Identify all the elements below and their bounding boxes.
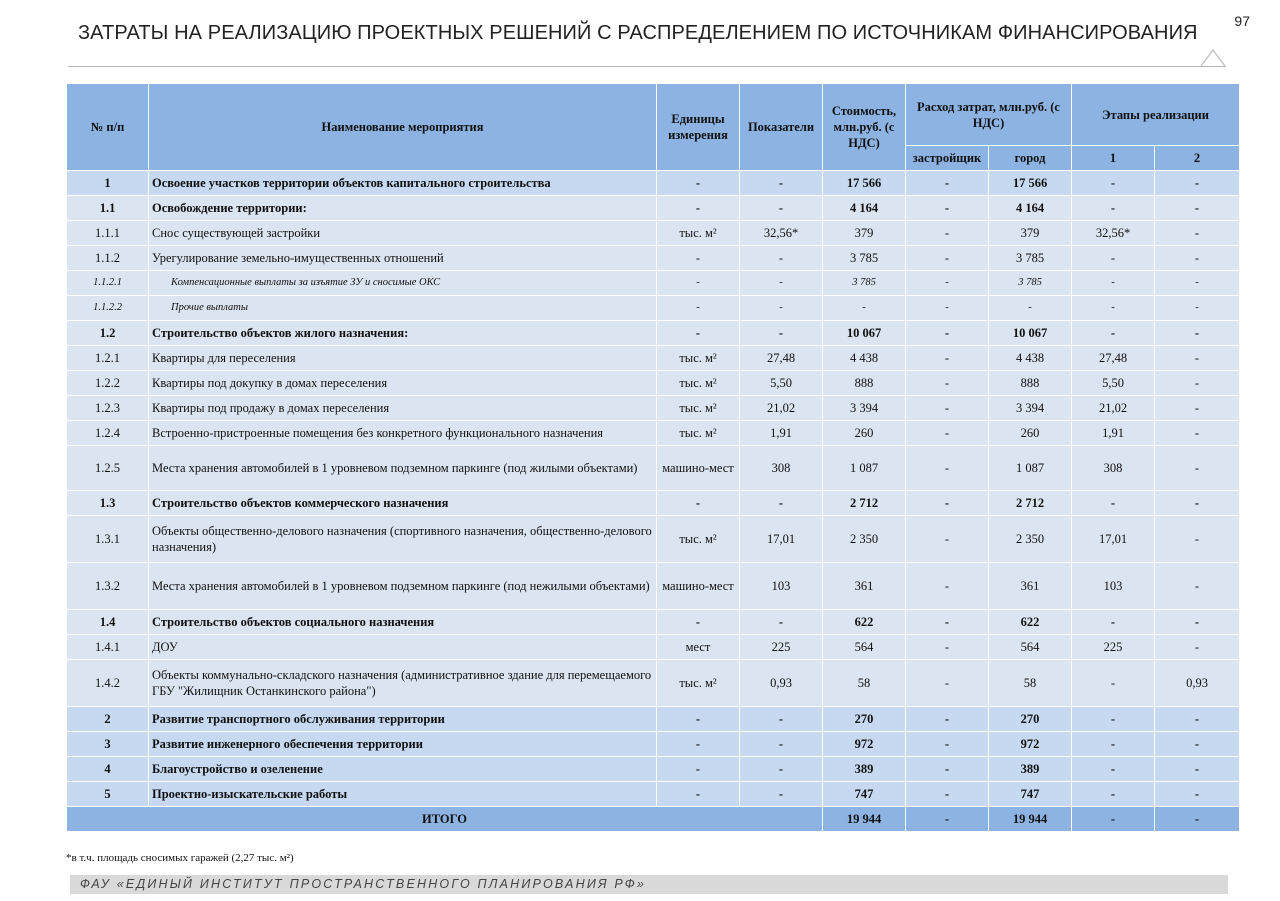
row-name: Проектно-изыскательские работы (149, 782, 657, 807)
row-name: Благоустройство и озеленение (149, 757, 657, 782)
row-units: - (657, 732, 740, 757)
row-cost: 361 (823, 563, 906, 610)
table-row (67, 346, 1240, 371)
table-row (67, 516, 1240, 563)
row-indicator: - (740, 196, 823, 221)
row-developer: - (906, 563, 989, 610)
row-units: - (657, 707, 740, 732)
row-indicator: - (740, 296, 823, 321)
row-developer: - (906, 271, 989, 296)
row-name: Квартиры для переселения (149, 346, 657, 371)
row-name: Развитие инженерного обеспечения территории (149, 732, 657, 757)
row-stage-1: - (1072, 782, 1155, 807)
table-row (67, 610, 1240, 635)
row-units: тыс. м² (657, 396, 740, 421)
row-developer: - (906, 707, 989, 732)
total-cost: 19 944 (823, 807, 906, 832)
row-indicator: - (740, 732, 823, 757)
table-row (67, 396, 1240, 421)
row-stage-1: - (1072, 321, 1155, 346)
table-row (67, 757, 1240, 782)
row-units: - (657, 491, 740, 516)
row-stage-1: - (1072, 757, 1155, 782)
row-developer: - (906, 421, 989, 446)
row-city: 3 785 (989, 246, 1072, 271)
row-stage-1: 27,48 (1072, 346, 1155, 371)
row-cost: 10 067 (823, 321, 906, 346)
row-city: 58 (989, 660, 1072, 707)
row-num: 3 (67, 732, 149, 757)
row-stage-2: - (1155, 446, 1240, 491)
row-indicator: - (740, 782, 823, 807)
row-developer: - (906, 371, 989, 396)
table-row (67, 221, 1240, 246)
row-developer: - (906, 446, 989, 491)
row-developer: - (906, 396, 989, 421)
row-units: тыс. м² (657, 421, 740, 446)
row-name: Места хранения автомобилей в 1 уровневом подземном паркинге (под жилыми объектами) (149, 446, 657, 491)
row-stage-2: - (1155, 563, 1240, 610)
row-units: - (657, 296, 740, 321)
row-units: тыс. м² (657, 371, 740, 396)
row-indicator: 0,93 (740, 660, 823, 707)
row-indicator: 308 (740, 446, 823, 491)
row-stage-1: - (1072, 660, 1155, 707)
row-num: 1.2 (67, 321, 149, 346)
row-developer: - (906, 321, 989, 346)
header-stages: Этапы реализации (1072, 84, 1240, 146)
row-units: - (657, 171, 740, 196)
total-stage-2: - (1155, 807, 1240, 832)
row-name: Строительство объектов жилого назначения: (149, 321, 657, 346)
row-indicator: 17,01 (740, 516, 823, 563)
header-num: № п/п (67, 84, 149, 171)
row-num: 1.3 (67, 491, 149, 516)
row-cost: 564 (823, 635, 906, 660)
row-units: машино-мест (657, 563, 740, 610)
row-num: 2 (67, 707, 149, 732)
table-row (67, 246, 1240, 271)
row-city: 972 (989, 732, 1072, 757)
row-units: мест (657, 635, 740, 660)
row-stage-1: - (1072, 196, 1155, 221)
row-cost: 3 785 (823, 246, 906, 271)
row-units: - (657, 196, 740, 221)
row-units: тыс. м² (657, 516, 740, 563)
row-num: 1.1.2 (67, 246, 149, 271)
row-indicator: - (740, 610, 823, 635)
row-units: - (657, 246, 740, 271)
row-cost: 888 (823, 371, 906, 396)
row-cost: 747 (823, 782, 906, 807)
row-num: 1.3.1 (67, 516, 149, 563)
total-city: 19 944 (989, 807, 1072, 832)
row-name: Развитие транспортного обслуживания территории (149, 707, 657, 732)
row-stage-1: - (1072, 171, 1155, 196)
row-city: 622 (989, 610, 1072, 635)
table-body (67, 171, 1240, 807)
table-row (67, 296, 1240, 321)
row-cost: 2 350 (823, 516, 906, 563)
row-num: 1.1.1 (67, 221, 149, 246)
table-row (67, 446, 1240, 491)
table-row (67, 635, 1240, 660)
table-row (67, 171, 1240, 196)
row-stage-2: - (1155, 371, 1240, 396)
row-num: 1.3.2 (67, 563, 149, 610)
row-indicator: - (740, 757, 823, 782)
row-name: Строительство объектов социального назначения (149, 610, 657, 635)
total-label: ИТОГО (67, 807, 823, 832)
row-stage-2: - (1155, 396, 1240, 421)
header-stage-1: 1 (1072, 146, 1155, 171)
row-units: тыс. м² (657, 221, 740, 246)
row-cost: 2 712 (823, 491, 906, 516)
row-num: 1.1.2.2 (67, 296, 149, 321)
row-stage-1: 32,56* (1072, 221, 1155, 246)
header-city: город (989, 146, 1072, 171)
row-stage-1: 225 (1072, 635, 1155, 660)
row-city: 10 067 (989, 321, 1072, 346)
row-name: ДОУ (149, 635, 657, 660)
row-num: 1.1 (67, 196, 149, 221)
row-num: 1.2.4 (67, 421, 149, 446)
table-row (67, 196, 1240, 221)
row-units: - (657, 610, 740, 635)
row-cost: 270 (823, 707, 906, 732)
row-stage-1: 103 (1072, 563, 1155, 610)
header-expenses: Расход затрат, млн.руб. (с НДС) (906, 84, 1072, 146)
row-indicator: - (740, 321, 823, 346)
row-units: - (657, 271, 740, 296)
row-developer: - (906, 660, 989, 707)
header-indicators: Показатели (740, 84, 823, 171)
row-stage-2: - (1155, 516, 1240, 563)
row-city: 270 (989, 707, 1072, 732)
table-row (67, 421, 1240, 446)
header-units: Единицы измерения (657, 84, 740, 171)
row-stage-1: - (1072, 610, 1155, 635)
row-developer: - (906, 732, 989, 757)
row-cost: 972 (823, 732, 906, 757)
row-stage-2: - (1155, 732, 1240, 757)
row-cost: 4 164 (823, 196, 906, 221)
header-stage-2: 2 (1155, 146, 1240, 171)
row-city: 4 438 (989, 346, 1072, 371)
row-stage-2: - (1155, 171, 1240, 196)
row-cost: 379 (823, 221, 906, 246)
row-indicator: - (740, 171, 823, 196)
row-units: тыс. м² (657, 346, 740, 371)
row-developer: - (906, 516, 989, 563)
row-cost: 4 438 (823, 346, 906, 371)
row-city: 17 566 (989, 171, 1072, 196)
row-developer: - (906, 296, 989, 321)
row-stage-2: - (1155, 296, 1240, 321)
row-city: 389 (989, 757, 1072, 782)
table-row (67, 321, 1240, 346)
row-num: 5 (67, 782, 149, 807)
row-stage-2: - (1155, 707, 1240, 732)
row-developer: - (906, 757, 989, 782)
row-indicator: - (740, 271, 823, 296)
row-stage-2: - (1155, 321, 1240, 346)
row-name: Объекты общественно-делового назначения (спортивного назначения, общественно-делового назначения) (149, 516, 657, 563)
row-indicator: 5,50 (740, 371, 823, 396)
row-city: 3 785 (989, 271, 1072, 296)
row-indicator: - (740, 246, 823, 271)
row-stage-1: - (1072, 707, 1155, 732)
row-name: Встроенно-пристроенные помещения без конкретного функционального назначения (149, 421, 657, 446)
row-num: 1.2.5 (67, 446, 149, 491)
row-cost: 622 (823, 610, 906, 635)
table-row (67, 732, 1240, 757)
row-stage-1: - (1072, 491, 1155, 516)
row-name: Освоение участков территории объектов капитального строительства (149, 171, 657, 196)
row-indicator: 21,02 (740, 396, 823, 421)
row-stage-2: - (1155, 635, 1240, 660)
row-stage-1: 1,91 (1072, 421, 1155, 446)
row-num: 1.2.2 (67, 371, 149, 396)
row-developer: - (906, 635, 989, 660)
row-stage-2: - (1155, 246, 1240, 271)
row-stage-1: - (1072, 296, 1155, 321)
title-divider (68, 66, 1226, 67)
row-units: - (657, 757, 740, 782)
row-city: - (989, 296, 1072, 321)
table-row (67, 782, 1240, 807)
row-developer: - (906, 491, 989, 516)
row-stage-1: 21,02 (1072, 396, 1155, 421)
row-city: 4 164 (989, 196, 1072, 221)
row-cost: 58 (823, 660, 906, 707)
row-num: 4 (67, 757, 149, 782)
row-stage-2: - (1155, 271, 1240, 296)
row-cost: - (823, 296, 906, 321)
row-cost: 3 785 (823, 271, 906, 296)
row-num: 1.4.2 (67, 660, 149, 707)
row-num: 1.1.2.1 (67, 271, 149, 296)
page-number: 97 (1234, 13, 1250, 29)
row-stage-2: - (1155, 610, 1240, 635)
row-indicator: 1,91 (740, 421, 823, 446)
row-developer: - (906, 171, 989, 196)
row-indicator: 32,56* (740, 221, 823, 246)
row-developer: - (906, 196, 989, 221)
costs-table (66, 83, 1240, 832)
row-cost: 1 087 (823, 446, 906, 491)
row-name: Строительство объектов коммерческого назначения (149, 491, 657, 516)
row-city: 888 (989, 371, 1072, 396)
row-name: Компенсационные выплаты за изъятие ЗУ и сносимые ОКС (149, 271, 657, 296)
row-stage-2: - (1155, 782, 1240, 807)
header-name: Наименование мероприятия (149, 84, 657, 171)
row-developer: - (906, 610, 989, 635)
row-num: 1.2.1 (67, 346, 149, 371)
row-name: Урегулирование земельно-имущественных отношений (149, 246, 657, 271)
row-city: 260 (989, 421, 1072, 446)
header-cost: Стоимость, млн.руб. (с НДС) (823, 84, 906, 171)
row-cost: 389 (823, 757, 906, 782)
row-name: Снос существующей застройки (149, 221, 657, 246)
row-name: Освобождение территории: (149, 196, 657, 221)
row-developer: - (906, 221, 989, 246)
page-title: ЗАТРАТЫ НА РЕАЛИЗАЦИЮ ПРОЕКТНЫХ РЕШЕНИЙ С РАСПРЕДЕЛЕНИЕМ ПО ИСТОЧНИКАМ ФИНАНСИРОВАНИЯ (78, 22, 1198, 44)
row-indicator: 103 (740, 563, 823, 610)
row-indicator: 27,48 (740, 346, 823, 371)
total-row (67, 807, 1240, 832)
row-stage-2: - (1155, 221, 1240, 246)
chevron-up-icon (1200, 48, 1226, 67)
row-indicator: - (740, 491, 823, 516)
row-stage-1: 5,50 (1072, 371, 1155, 396)
row-stage-1: - (1072, 271, 1155, 296)
row-stage-1: 308 (1072, 446, 1155, 491)
table-row (67, 491, 1240, 516)
row-units: - (657, 782, 740, 807)
row-name: Объекты коммунально-складского назначения (административное здание для перемещаемого ГБУ "Жилищник Останкинского района") (149, 660, 657, 707)
row-cost: 3 394 (823, 396, 906, 421)
row-name: Квартиры под продажу в домах переселения (149, 396, 657, 421)
row-stage-1: - (1072, 732, 1155, 757)
row-city: 1 087 (989, 446, 1072, 491)
row-num: 1 (67, 171, 149, 196)
row-developer: - (906, 782, 989, 807)
row-city: 564 (989, 635, 1072, 660)
footnote: *в т.ч. площадь сносимых гаражей (2,27 тыс. м²) (66, 852, 294, 864)
header-developer: застройщик (906, 146, 989, 171)
table-row (67, 707, 1240, 732)
table-row (67, 271, 1240, 296)
row-city: 379 (989, 221, 1072, 246)
row-cost: 17 566 (823, 171, 906, 196)
row-units: машино-мест (657, 446, 740, 491)
row-city: 2 350 (989, 516, 1072, 563)
table-row (67, 563, 1240, 610)
total-developer: - (906, 807, 989, 832)
total-stage-1: - (1072, 807, 1155, 832)
row-num: 1.4 (67, 610, 149, 635)
row-name: Прочие выплаты (149, 296, 657, 321)
row-num: 1.4.1 (67, 635, 149, 660)
row-city: 361 (989, 563, 1072, 610)
row-stage-2: - (1155, 421, 1240, 446)
row-num: 1.2.3 (67, 396, 149, 421)
footer-text: ФАУ «ЕДИНЫЙ ИНСТИТУТ ПРОСТРАНСТВЕННОГО ПЛАНИРОВАНИЯ РФ» (80, 877, 647, 891)
table-row (67, 371, 1240, 396)
row-stage-2: - (1155, 346, 1240, 371)
row-stage-2: - (1155, 757, 1240, 782)
row-units: - (657, 321, 740, 346)
table-row (67, 660, 1240, 707)
row-cost: 260 (823, 421, 906, 446)
row-stage-2: - (1155, 196, 1240, 221)
row-stage-2: 0,93 (1155, 660, 1240, 707)
row-stage-1: 17,01 (1072, 516, 1155, 563)
row-stage-1: - (1072, 246, 1155, 271)
table-header (67, 84, 1240, 171)
row-developer: - (906, 246, 989, 271)
row-stage-2: - (1155, 491, 1240, 516)
row-city: 747 (989, 782, 1072, 807)
row-city: 3 394 (989, 396, 1072, 421)
footer-bar (70, 875, 1228, 894)
row-units: тыс. м² (657, 660, 740, 707)
row-name: Квартиры под докупку в домах переселения (149, 371, 657, 396)
row-city: 2 712 (989, 491, 1072, 516)
row-name: Места хранения автомобилей в 1 уровневом подземном паркинге (под нежилыми объектами) (149, 563, 657, 610)
row-developer: - (906, 346, 989, 371)
row-indicator: 225 (740, 635, 823, 660)
row-indicator: - (740, 707, 823, 732)
